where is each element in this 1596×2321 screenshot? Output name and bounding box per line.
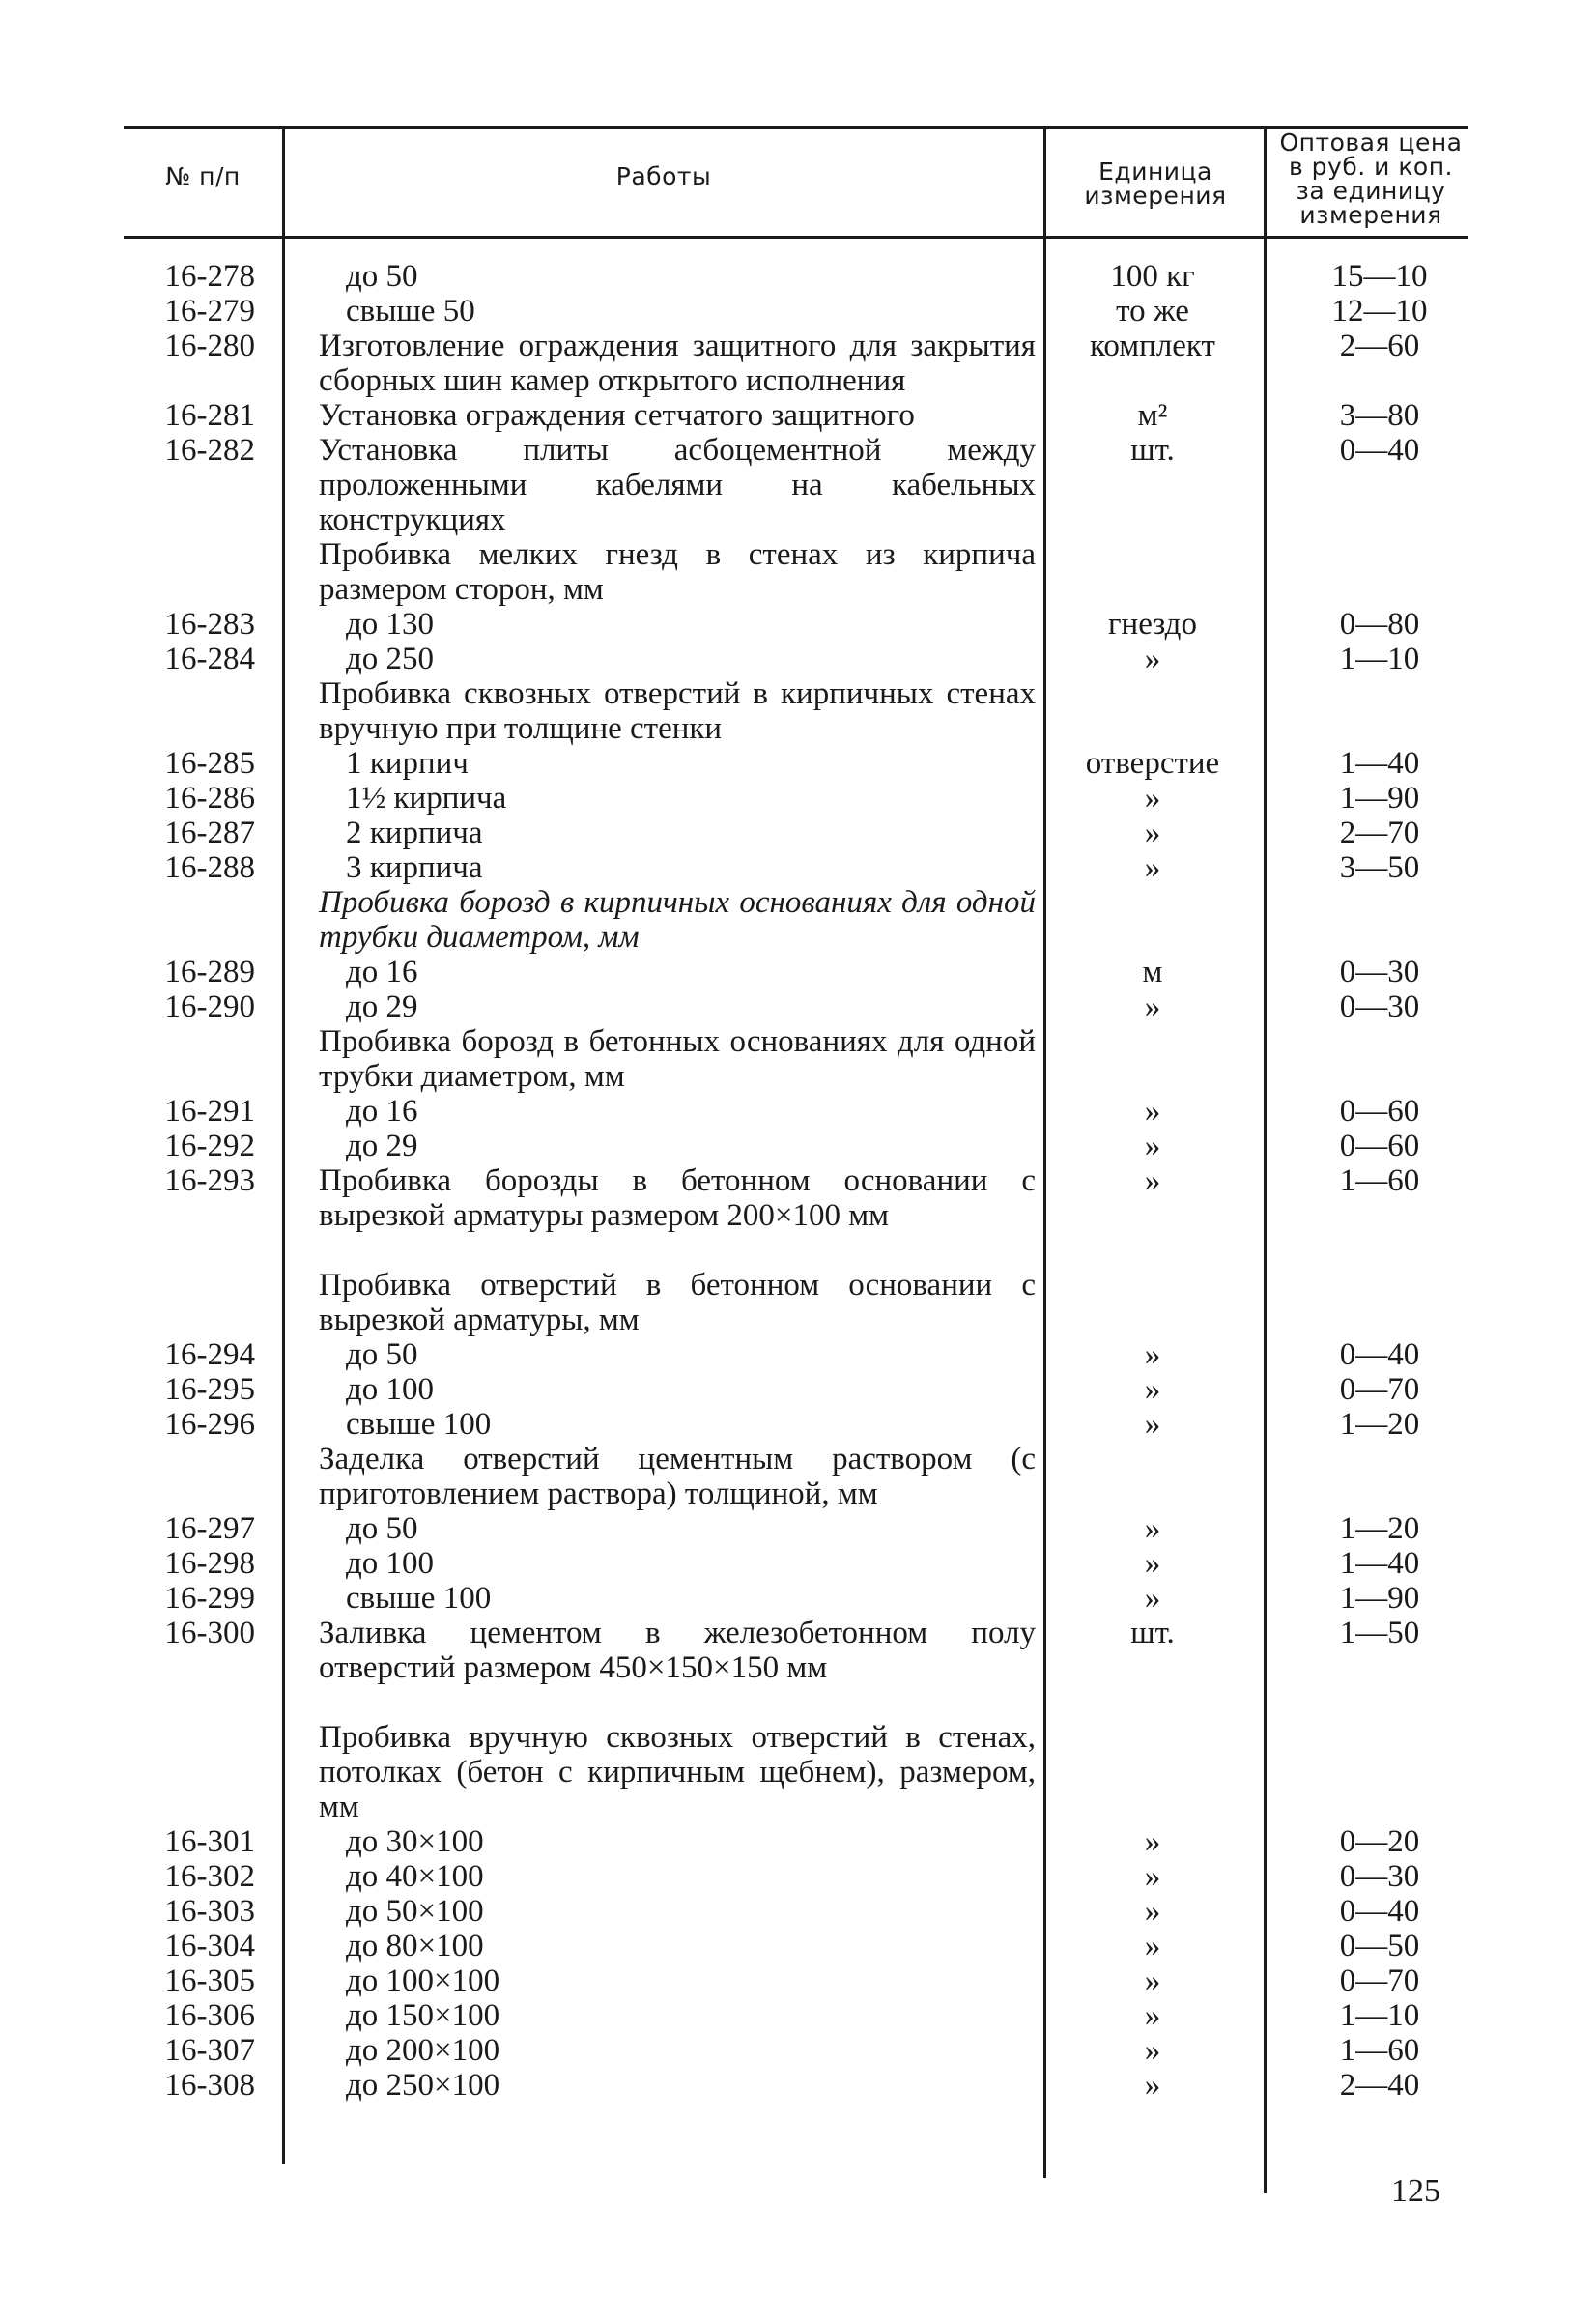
row-price: 0—30 <box>1339 1859 1420 1894</box>
row-unit: » <box>1144 1337 1161 1372</box>
table-row <box>0 1407 1596 1442</box>
row-work-description: Пробивка сквозных отверстий в кирпичных стенах вручную при толщине стенки <box>319 676 1036 746</box>
row-price: 1—20 <box>1339 1511 1420 1546</box>
row-price: 0—20 <box>1339 1824 1420 1859</box>
row-number: 16-295 <box>164 1372 255 1407</box>
table-row <box>0 1894 1596 1929</box>
header-bottom-rule <box>124 236 1468 239</box>
table-row <box>0 816 1596 850</box>
row-unit: гнездо <box>1108 607 1197 642</box>
row-number: 16-293 <box>164 1163 255 1198</box>
row-work-description: Заделка отверстий цементным раствором (с приготовлением раствора) толщиной, мм <box>319 1442 1036 1511</box>
row-work-description: до 40×100 <box>346 1859 484 1894</box>
row-work-description: Установка плиты асбоцементной между проложенными кабелями на кабельных конструкциях <box>319 433 1036 537</box>
row-price: 3—50 <box>1339 850 1420 885</box>
row-work-description: до 150×100 <box>346 1998 500 2033</box>
table-row <box>0 294 1596 329</box>
row-unit: » <box>1144 2068 1161 2103</box>
row-work-description: до 50 <box>346 259 418 294</box>
row-work-description: Изготовление ограждения защитного для закрытия сборных шин камер открытого исполнения <box>319 329 1036 398</box>
row-price: 0—30 <box>1339 955 1420 989</box>
row-number: 16-281 <box>164 398 255 433</box>
row-work-description: 3 кирпича <box>346 850 483 885</box>
row-work-description: Пробивка борозд в бетонных основаниях для одной трубки диаметром, мм <box>319 1024 1036 1094</box>
row-price: 1—50 <box>1339 1616 1420 1650</box>
table-row <box>0 2068 1596 2103</box>
row-price: 1—90 <box>1339 781 1420 816</box>
row-number: 16-304 <box>164 1929 255 1963</box>
table-row <box>0 1129 1596 1163</box>
row-unit: шт. <box>1130 1616 1175 1650</box>
row-price: 2—60 <box>1339 329 1420 363</box>
table-row <box>0 642 1596 676</box>
row-unit: м <box>1142 955 1163 989</box>
table-row <box>0 1094 1596 1129</box>
row-unit: » <box>1144 1998 1161 2033</box>
header-unit: Единица измерения <box>1084 158 1227 210</box>
table-row <box>0 676 1596 746</box>
row-work-description: Пробивка борозд в кирпичных основаниях для одной трубки диаметром, мм <box>319 885 1036 955</box>
table-row <box>0 1720 1596 1824</box>
row-number: 16-291 <box>164 1094 255 1129</box>
row-work-description: свыше 100 <box>346 1407 492 1442</box>
row-work-description: до 50×100 <box>346 1894 484 1929</box>
table-row <box>0 607 1596 642</box>
row-price: 1—40 <box>1339 1546 1420 1581</box>
row-number: 16-307 <box>164 2033 255 2068</box>
row-price: 1—90 <box>1339 1581 1420 1616</box>
row-number: 16-286 <box>164 781 255 816</box>
row-unit: » <box>1144 2033 1161 2068</box>
row-number: 16-283 <box>164 607 255 642</box>
row-unit: » <box>1144 1929 1161 1963</box>
table-row <box>0 746 1596 781</box>
row-work-description: Пробивка мелких гнезд в стенах из кирпича размером сторон, мм <box>319 537 1036 607</box>
table-row <box>0 850 1596 885</box>
row-unit: » <box>1144 1511 1161 1546</box>
table-row <box>0 1337 1596 1372</box>
table-row <box>0 1616 1596 1685</box>
row-work-description: до 250 <box>346 642 435 676</box>
row-work-description: до 16 <box>346 1094 418 1129</box>
row-work-description: 1½ кирпича <box>346 781 507 816</box>
row-unit: » <box>1144 989 1161 1024</box>
row-work-description: до 100×100 <box>346 1963 500 1998</box>
row-number: 16-303 <box>164 1894 255 1929</box>
row-work-description: до 100 <box>346 1546 435 1581</box>
table-body <box>0 259 1596 2103</box>
row-work-description: до 250×100 <box>346 2068 500 2103</box>
row-price: 0—60 <box>1339 1094 1420 1129</box>
row-number: 16-305 <box>164 1963 255 1998</box>
table-row <box>0 955 1596 989</box>
row-price: 1—10 <box>1339 642 1420 676</box>
row-work-description: Пробивка отверстий в бетонном основании с вырезкой арматуры, мм <box>319 1268 1036 1337</box>
row-number: 16-301 <box>164 1824 255 1859</box>
row-work-description: 2 кирпича <box>346 816 483 850</box>
table-row <box>0 1268 1596 1337</box>
row-work-description: Пробивка борозды в бетонном основании с вырезкой арматуры размером 200×100 мм <box>319 1163 1036 1233</box>
row-number: 16-289 <box>164 955 255 989</box>
row-unit: » <box>1144 1094 1161 1129</box>
table-row <box>0 1859 1596 1894</box>
row-unit: » <box>1144 1372 1161 1407</box>
row-price: 15—10 <box>1331 259 1428 294</box>
header-number: № п/п <box>165 161 241 190</box>
row-work-description: до 100 <box>346 1372 435 1407</box>
row-unit: 100 кг <box>1110 259 1195 294</box>
row-price: 2—70 <box>1339 816 1420 850</box>
row-price: 0—80 <box>1339 607 1420 642</box>
row-work-description: до 16 <box>346 955 418 989</box>
row-unit: » <box>1144 816 1161 850</box>
row-number: 16-298 <box>164 1546 255 1581</box>
row-number: 16-280 <box>164 329 255 363</box>
header-price: Оптовая цена в руб. и коп. за единицу измерения <box>1279 129 1463 229</box>
row-unit: » <box>1144 1546 1161 1581</box>
row-number: 16-308 <box>164 2068 255 2103</box>
table-row <box>0 885 1596 955</box>
row-number: 16-294 <box>164 1337 255 1372</box>
table-row <box>0 2033 1596 2068</box>
table-row <box>0 398 1596 433</box>
row-work-description: свыше 50 <box>346 294 475 329</box>
row-number: 16-278 <box>164 259 255 294</box>
table-row <box>0 1963 1596 1998</box>
table-row <box>0 433 1596 537</box>
table-row <box>0 537 1596 607</box>
row-number: 16-306 <box>164 1998 255 2033</box>
row-work-description: Установка ограждения сетчатого защитного <box>319 398 915 433</box>
row-work-description: Пробивка вручную сквозных отверстий в стенах, потолках (бетон с кирпичным щебнем), размером, мм <box>319 1720 1036 1824</box>
table-row <box>0 1998 1596 2033</box>
row-unit: » <box>1144 1824 1161 1859</box>
row-work-description: до 80×100 <box>346 1929 484 1963</box>
row-work-description: до 200×100 <box>346 2033 500 2068</box>
row-number: 16-292 <box>164 1129 255 1163</box>
row-work-description: Заливка цементом в железобетонном полу отверстий размером 450×150×150 мм <box>319 1616 1036 1685</box>
row-unit: отверстие <box>1085 746 1220 781</box>
row-work-description: до 50 <box>346 1337 418 1372</box>
row-price: 0—30 <box>1339 989 1420 1024</box>
row-number: 16-300 <box>164 1616 255 1650</box>
row-price: 0—70 <box>1339 1372 1420 1407</box>
row-price: 0—50 <box>1339 1929 1420 1963</box>
row-number: 16-297 <box>164 1511 255 1546</box>
row-number: 16-279 <box>164 294 255 329</box>
table-row <box>0 1163 1596 1233</box>
row-number: 16-282 <box>164 433 255 468</box>
row-unit: то же <box>1116 294 1189 329</box>
row-unit: » <box>1144 1129 1161 1163</box>
row-work-description: свыше 100 <box>346 1581 492 1616</box>
table-row <box>0 1546 1596 1581</box>
row-unit: » <box>1144 1859 1161 1894</box>
row-unit: » <box>1144 1963 1161 1998</box>
row-price: 0—40 <box>1339 1337 1420 1372</box>
table-row <box>0 329 1596 398</box>
row-price: 12—10 <box>1331 294 1428 329</box>
row-price: 0—40 <box>1339 1894 1420 1929</box>
row-number: 16-290 <box>164 989 255 1024</box>
table-row <box>0 1024 1596 1094</box>
row-number: 16-288 <box>164 850 255 885</box>
table-row <box>0 1824 1596 1859</box>
row-price: 1—20 <box>1339 1407 1420 1442</box>
row-unit: » <box>1144 781 1161 816</box>
row-price: 3—80 <box>1339 398 1420 433</box>
row-price: 2—40 <box>1339 2068 1420 2103</box>
row-number: 16-299 <box>164 1581 255 1616</box>
row-unit: » <box>1144 850 1161 885</box>
row-unit: » <box>1144 1894 1161 1929</box>
row-work-description: до 50 <box>346 1511 418 1546</box>
row-number: 16-284 <box>164 642 255 676</box>
row-price: 1—40 <box>1339 746 1420 781</box>
row-work-description: до 29 <box>346 1129 418 1163</box>
table-row <box>0 259 1596 294</box>
row-price: 1—60 <box>1339 1163 1420 1198</box>
row-price: 1—10 <box>1339 1998 1420 2033</box>
table-row <box>0 781 1596 816</box>
row-price: 0—60 <box>1339 1129 1420 1163</box>
row-work-description: до 29 <box>346 989 418 1024</box>
row-unit: шт. <box>1130 433 1175 468</box>
table-row <box>0 989 1596 1024</box>
row-work-description: до 30×100 <box>346 1824 484 1859</box>
row-work-description: до 130 <box>346 607 435 642</box>
table-row <box>0 1929 1596 1963</box>
row-price: 0—70 <box>1339 1963 1420 1998</box>
row-unit: м² <box>1137 398 1168 433</box>
table-row <box>0 1442 1596 1511</box>
row-unit: » <box>1144 1163 1161 1198</box>
header-work: Работы <box>615 161 712 190</box>
row-work-description: 1 кирпич <box>346 746 469 781</box>
row-price: 0—40 <box>1339 433 1420 468</box>
row-number: 16-302 <box>164 1859 255 1894</box>
row-unit: комплект <box>1090 329 1215 363</box>
table-row <box>0 1372 1596 1407</box>
table-row <box>0 1511 1596 1546</box>
row-number: 16-287 <box>164 816 255 850</box>
row-unit: » <box>1144 1581 1161 1616</box>
row-number: 16-285 <box>164 746 255 781</box>
page-number: 125 <box>1391 2173 1440 2209</box>
row-number: 16-296 <box>164 1407 255 1442</box>
row-unit: » <box>1144 642 1161 676</box>
row-price: 1—60 <box>1339 2033 1420 2068</box>
table-row <box>0 1581 1596 1616</box>
row-unit: » <box>1144 1407 1161 1442</box>
